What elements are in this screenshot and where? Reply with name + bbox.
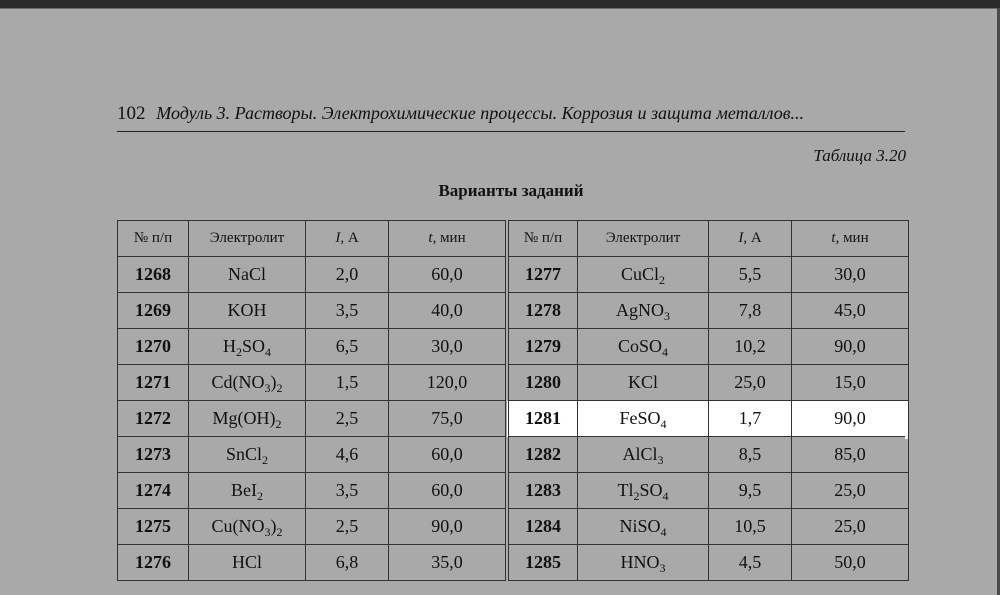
time-value: 90,0	[792, 329, 909, 365]
window-top-border	[0, 8, 1000, 9]
current-value: 3,5	[306, 293, 389, 329]
formula-part: Cu(NO	[211, 516, 265, 536]
formula-part: NaCl	[228, 264, 266, 284]
time-value: 90,0	[792, 401, 909, 437]
formula-part: AgNO	[616, 300, 664, 320]
electrolyte-formula	[189, 257, 306, 293]
variant-number: 1283	[507, 473, 578, 509]
formula-part: SnCl	[225, 444, 263, 464]
electrolyte-formula	[578, 329, 709, 365]
header-rule	[117, 131, 905, 132]
variant-number: 1281	[507, 401, 578, 437]
formula-part: H	[222, 336, 236, 356]
variant-number: 1282	[507, 437, 578, 473]
variant-number: 1279	[507, 329, 578, 365]
current-value: 4,6	[306, 437, 389, 473]
header-num: № п/п	[118, 221, 189, 257]
time-value: 120,0	[389, 365, 508, 401]
time-value: 40,0	[389, 293, 508, 329]
current-value: 4,5	[709, 545, 792, 581]
formula-subscript: 4	[265, 345, 271, 359]
formula-subscript: 2	[275, 417, 282, 431]
formula-subscript: 2	[276, 381, 283, 395]
electrolyte-formula	[189, 293, 306, 329]
table-row	[118, 365, 909, 401]
time-value: 35,0	[389, 545, 508, 581]
current-value: 1,7	[709, 401, 792, 437]
current-value: 10,2	[709, 329, 792, 365]
current-unit: , А	[340, 230, 359, 246]
variants-table	[117, 220, 909, 581]
variant-number: 1273	[118, 437, 189, 473]
current-value: 6,8	[306, 545, 389, 581]
formula-subscript: 4	[660, 417, 667, 431]
current-value: 2,5	[306, 509, 389, 545]
header-num: № п/п	[507, 221, 578, 257]
time-symbol: t	[831, 230, 836, 246]
formula-subscript: 4	[660, 525, 667, 539]
table-row	[118, 293, 909, 329]
electrolyte-formula	[578, 473, 709, 509]
header-electrolyte: Электролит	[189, 221, 306, 257]
formula-part: Cd(NO	[211, 372, 265, 392]
formula-part: SO	[639, 480, 663, 500]
running-head-text: Модуль 3. Растворы. Электрохимические процессы. Коррозия и защита металлов...	[156, 103, 805, 123]
formula-subscript: 3	[264, 525, 271, 539]
variant-number: 1284	[507, 509, 578, 545]
time-value: 60,0	[389, 257, 508, 293]
current-value: 25,0	[709, 365, 792, 401]
formula-part: NiSO	[619, 516, 661, 536]
header-current	[709, 221, 792, 257]
electrolyte-formula	[189, 329, 306, 365]
time-value: 45,0	[792, 293, 909, 329]
formula-subscript: 3	[657, 453, 664, 467]
running-head	[117, 103, 907, 125]
formula-part: HNO	[620, 552, 660, 572]
table-row	[118, 257, 909, 293]
time-value: 75,0	[389, 401, 508, 437]
current-symbol: I	[335, 230, 341, 246]
current-value: 6,5	[306, 329, 389, 365]
table-row	[118, 509, 909, 545]
electrolyte-formula	[578, 401, 709, 437]
electrolyte-formula	[578, 509, 709, 545]
current-value: 2,5	[306, 401, 389, 437]
table-row	[118, 329, 909, 365]
formula-part: Mg(OH)	[212, 408, 276, 428]
header-time	[792, 221, 909, 257]
formula-subscript: 2	[262, 453, 269, 467]
time-value: 90,0	[389, 509, 508, 545]
formula-subscript: 2	[659, 273, 665, 287]
formula-subscript: 2	[257, 489, 263, 503]
formula-part: CuCl	[620, 264, 659, 284]
current-value: 3,5	[306, 473, 389, 509]
electrolyte-formula	[189, 401, 306, 437]
formula-part: )	[270, 372, 277, 392]
current-symbol: I	[738, 230, 744, 246]
current-unit: , А	[743, 230, 762, 246]
variant-number: 1269	[118, 293, 189, 329]
formula-subscript: 4	[662, 345, 668, 359]
page-number: 102	[117, 103, 146, 124]
electrolyte-formula	[578, 293, 709, 329]
current-value: 8,5	[709, 437, 792, 473]
time-value: 15,0	[792, 365, 909, 401]
formula-part: KOH	[227, 300, 267, 320]
formula-subscript: 3	[659, 561, 666, 575]
formula-subscript: 3	[664, 309, 670, 323]
electrolyte-formula	[189, 473, 306, 509]
time-value: 50,0	[792, 545, 909, 581]
table-caption: Варианты заданий	[438, 181, 584, 200]
header-electrolyte: Электролит	[578, 221, 709, 257]
time-value: 30,0	[792, 257, 909, 293]
window-top-bar	[0, 0, 1000, 8]
variant-number: 1276	[118, 545, 189, 581]
electrolyte-formula	[578, 365, 709, 401]
variant-number: 1275	[118, 509, 189, 545]
current-value: 7,8	[709, 293, 792, 329]
current-value: 10,5	[709, 509, 792, 545]
time-value: 30,0	[389, 329, 508, 365]
formula-part: HCl	[231, 552, 262, 572]
formula-part: KCl	[627, 372, 658, 392]
formula-subscript: 4	[662, 489, 669, 503]
variant-number: 1270	[118, 329, 189, 365]
table-row	[118, 473, 909, 509]
electrolyte-formula	[189, 437, 306, 473]
table-header-row	[118, 221, 909, 257]
formula-part: FeSO	[619, 408, 661, 428]
table-body	[118, 257, 909, 581]
time-value: 60,0	[389, 473, 508, 509]
variant-number: 1272	[118, 401, 189, 437]
time-value: 85,0	[792, 437, 909, 473]
current-value: 1,5	[306, 365, 389, 401]
electrolyte-formula	[189, 365, 306, 401]
formula-subscript: 2	[633, 489, 640, 503]
table-row	[118, 401, 909, 437]
variant-number: 1268	[118, 257, 189, 293]
electrolyte-formula	[578, 437, 709, 473]
formula-subscript: 3	[264, 381, 271, 395]
formula-part: Tl	[617, 480, 634, 500]
time-value: 25,0	[792, 473, 909, 509]
current-value: 9,5	[709, 473, 792, 509]
time-value: 60,0	[389, 437, 508, 473]
time-value: 25,0	[792, 509, 909, 545]
formula-part: SO	[241, 336, 265, 356]
variant-number: 1278	[507, 293, 578, 329]
current-value: 2,0	[306, 257, 389, 293]
variant-number: 1280	[507, 365, 578, 401]
formula-part: BeI	[231, 480, 257, 500]
table-row	[118, 437, 909, 473]
variant-number: 1271	[118, 365, 189, 401]
table-row	[118, 545, 909, 581]
formula-subscript: 2	[276, 525, 283, 539]
electrolyte-formula	[578, 257, 709, 293]
highlight-extension	[905, 402, 908, 439]
electrolyte-formula	[189, 509, 306, 545]
current-value: 5,5	[709, 257, 792, 293]
header-current	[306, 221, 389, 257]
formula-part: )	[270, 516, 277, 536]
variant-number: 1274	[118, 473, 189, 509]
electrolyte-formula	[578, 545, 709, 581]
variant-number: 1277	[507, 257, 578, 293]
variant-number: 1285	[507, 545, 578, 581]
table-label: Таблица 3.20	[813, 146, 906, 165]
formula-part: AlCl	[622, 444, 658, 464]
formula-subscript: 2	[235, 345, 242, 359]
formula-part: CoSO	[617, 336, 662, 356]
electrolyte-formula	[189, 545, 306, 581]
header-time	[389, 221, 508, 257]
time-symbol: t	[428, 230, 433, 246]
time-unit: , мин	[835, 230, 869, 246]
time-unit: , мин	[432, 230, 466, 246]
